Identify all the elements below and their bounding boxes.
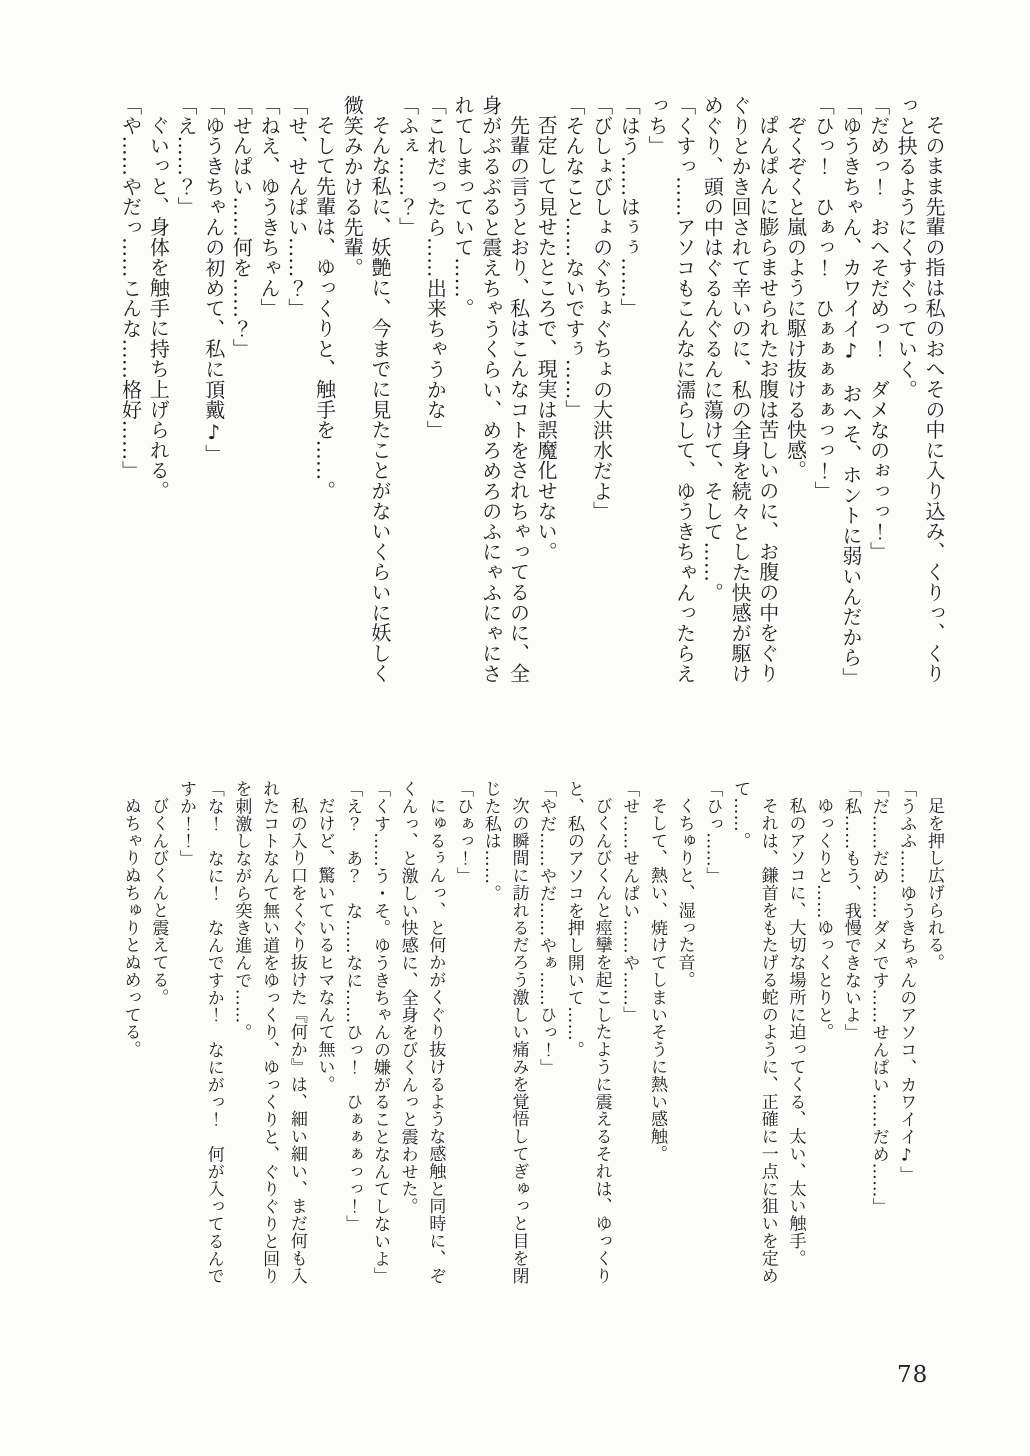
text-line: 「そんなこと……ないですぅ……」 [561,95,586,420]
text-line: 「くす……う・そ。ゆうきちゃんの嫌がることなんてしないよ」 [369,780,390,1285]
text-line: っち」 [644,95,669,156]
text-line: 「だめっ！ おへそだめっ！ ダメなのぉっっ！」 [866,95,891,562]
text-line: そんな私に、妖艶に、今までに見たことがないくらいに妖しく [367,115,392,684]
text-line: くんっ、と激しい快感に、全身をびくんっと震わせた。 [397,780,418,1215]
text-line: 「ひっ！ ひぁっ！ ひぁぁぁぁぁっっ！」 [811,95,836,501]
text-line: 「な！ なに！ なんですか！ なにがっ！ 何が入ってるんで [203,780,224,1285]
text-line: びくんびくんと震えてる。 [148,797,169,1006]
text-line: 否定して見せたところで、現実は誤魔化せない。 [534,115,559,562]
text-line: 身がぶるぶると震えちゃうくらい、めろめろのふにゃふにゃにさ [478,95,503,684]
text-line: だけど、驚いているヒマなんて無い。 [314,797,335,1093]
text-line: 「ふぇ……？」 [395,95,420,238]
text-line: れたコトなんて無い道をゆっくり、ゆっくりと、ぐりぐりと回り [259,780,280,1285]
text-line: 「だ……だめ……ダメです……せんぱい……だめ……」 [868,780,889,1215]
text-line: ぬちゃりぬちゅりとぬめってる。 [120,797,141,1058]
text-line: 私のアソコに、大切な場所に迫ってくる、太い、太い触手。 [785,797,806,1267]
text-line: 「やだ……やだ……やぁ……ひっ！」 [536,780,557,1076]
text-line: そして、熱い、焼けてしまいそうに熱い感触。 [646,797,667,1163]
text-line: れてしまっていて……。 [451,95,476,319]
text-line: 「ひぁっ！」 [453,780,474,885]
text-line: 次の瞬間に訪れるだろう激しい痛みを覚悟してぎゅっと目を閉 [508,797,529,1285]
text-line: 微笑みかける先輩。 [340,95,365,278]
text-line: 足を押し広げられる。 [924,797,944,971]
text-line: びくんびくんと痙攣を起こしたように震えるそれは、ゆっくり [591,797,612,1285]
text-line: 「はう……はぅぅ……」 [617,95,642,319]
text-line: にゅるぅんっ、と何かがくぐり抜けるような感触と同時に、ぞ [425,797,446,1285]
text-line: ぞくぞくと嵐のように駆け抜ける快感。 [783,115,808,481]
text-line: 先輩の言うとおり、私はこんなコトをされちゃってるのに、全 [506,115,531,684]
text-line: めぐり、頭の中はぐるんぐるんに蕩けて、そして……。 [700,95,725,603]
text-line: じた私は……。 [480,780,501,902]
text-line: 「せ……せんぱい……や……」 [619,780,640,1024]
text-line: ぱんぱんに膨らませられたお腹は苦しいのに、お腹の中をぐり [755,115,780,684]
text-line: ぐりとかき回されて辛いのに、私の全身を続々とした快感が駆け [728,95,753,684]
text-line: 「ひっ……」 [702,780,723,885]
text-line: すか！！」 [176,780,197,867]
text-line: を刺激しながら突き進んで……。 [231,780,252,1041]
text-line: っと抉るようにくすぐっていく。 [894,95,919,400]
text-line: て……。 [730,780,751,850]
text-line: ゆっくりと……ゆっくとりと。 [813,797,834,1041]
text-block-top [116,95,947,707]
text-line: 「くすっ……アソコもこんなに濡らして、ゆうきちゃんったらえ [672,95,697,684]
text-line: 「うふふ……ゆうきちゃんのアソコ、カワイイ♪」 [896,780,917,1184]
text-line: 「え？ あ？ な……なに……ひっ！ ひぁぁぁっっ！」 [342,780,363,1233]
text-line: ぐいっと、身体を触手に持ち上げられる。 [146,115,171,501]
text-line: 「せ、せんぱい……？」 [284,95,309,319]
text-line: 「ねえ、ゆうきちゃん」 [257,95,282,319]
text-line: そして先輩は、ゆっくりと、触手を……。 [312,115,337,501]
text-line: それは、鎌首をもたげる蛇のように、正確に一点に狙いを定め [757,797,778,1285]
text-line: くちゅりと、湿った音。 [674,797,695,989]
text-block-bottom [116,780,947,1302]
text-line: 「え……？」 [174,95,199,217]
text-line: そのまま先輩の指は私のおへその中に入り込み、くりっ、くり [922,115,946,684]
text-line: 「私……もう、我慢できないよ」 [840,780,861,1041]
text-line: 「これだったら……出来ちゃうかな」 [423,95,448,441]
text-line: 私の入り口をくぐり抜けた『何か』は、細い細い、まだ何も入 [286,797,307,1285]
text-line: 「や……やだっ……こんな……格好……」 [118,95,143,481]
text-line: と、私のアソコを押し開いて……。 [563,780,584,1059]
text-line: 「せんぱい……何を……？」 [229,95,254,359]
text-line: 「ゆうきちゃん、カワイイ♪ おへそ、ホントに弱いんだから」 [838,95,863,688]
page-number: 78 [897,1362,929,1388]
text-line: 「びしょびしょのぐちょぐちょの大洪水だよ」 [589,95,614,522]
text-line: 「ゆうきちゃんの初めて、私に頂戴♪」 [201,95,226,465]
